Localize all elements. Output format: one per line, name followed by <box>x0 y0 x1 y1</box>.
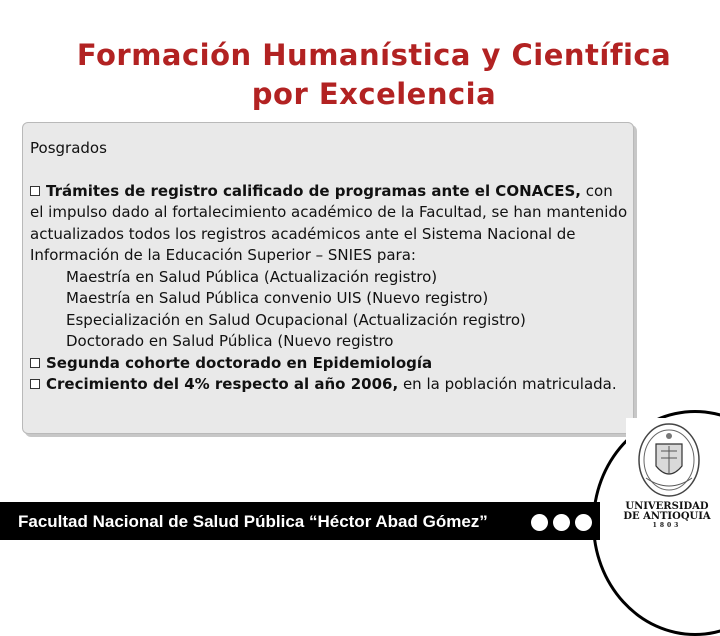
program-item: Especialización en Salud Ocupacional (Actualización registro) <box>66 310 526 329</box>
slide-title <box>0 36 720 114</box>
footer-bar <box>0 502 600 540</box>
bullet-item-cohorte <box>30 353 630 375</box>
university-seal-icon <box>632 418 706 502</box>
item1-text: con el impulso dado al fortalecimiento académico de la Facultad, se han mantenido actualizados todos los registros académicos ante el Sistema Nacional de Información de la Educación Superior – SNIES para: <box>30 181 628 264</box>
square-bullet-icon <box>30 186 40 196</box>
item1-bold: Trámites de registro calificado de programas ante el CONACES, <box>46 181 581 200</box>
university-name-line-2: DE ANTIOQUIA <box>623 511 711 522</box>
program-item: Maestría en Salud Pública convenio UIS (Nuevo registro) <box>66 289 489 307</box>
bullet-item-crecimiento <box>30 374 630 396</box>
item3-text: en la población matriculada. <box>402 375 617 393</box>
panel-heading: Posgrados <box>30 139 107 157</box>
panel-content <box>30 138 630 396</box>
footer-text: Facultad Nacional de Salud Pública “Héctor Abad Gómez” <box>18 512 488 531</box>
program-item: Doctorado en Salud Pública (Nuevo registro <box>66 332 394 350</box>
square-bullet-icon <box>30 379 40 389</box>
title-line-2: por Excelencia <box>251 77 497 111</box>
university-year: 1803 <box>652 522 682 529</box>
footer-dot-icon <box>531 514 548 531</box>
square-bullet-icon <box>30 358 40 368</box>
program-item: Maestría en Salud Pública (Actualización registro) <box>66 267 438 286</box>
item2-bold: Segunda cohorte doctorado en Epidemiología <box>46 353 433 372</box>
item3-bold: Crecimiento del 4% respecto al año 2006, <box>46 375 399 393</box>
university-name <box>622 502 712 530</box>
title-line-1: Formación Humanística y Científica <box>76 38 672 72</box>
university-name-line-1: UNIVERSIDAD <box>625 501 709 512</box>
bullet-item-registro <box>30 181 630 267</box>
footer-dot-icon <box>553 514 570 531</box>
footer-dot-icon <box>575 514 592 531</box>
